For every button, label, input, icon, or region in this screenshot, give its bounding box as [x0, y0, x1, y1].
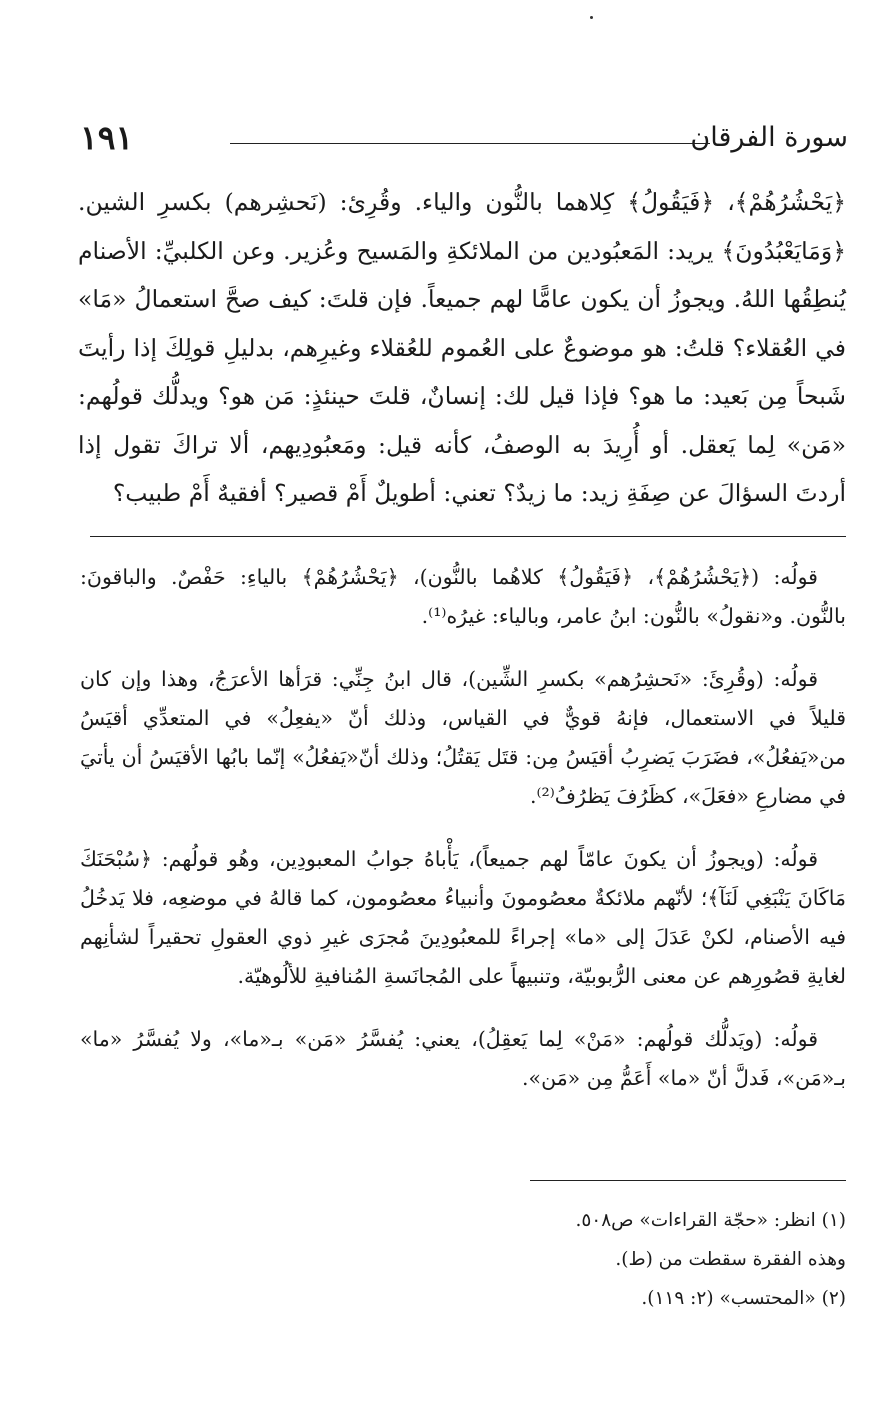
section-separator: [90, 536, 846, 537]
page-speck: [590, 16, 593, 19]
footnote: (١) انظر: «حجّة القراءات» ص٥٠٨.: [575, 1210, 846, 1231]
commentary-paragraph: قولُه: (وقُرِئَ: «نَحشِرُهم» بكسرِ الشِّين)، قال ابنُ جِنِّي: قرَأها الأعرَجُ، وهذا وإن كان قليلاً في الاستعمال، فإنهُ قويٌّ في القياس، وذلك أنّ «يفعِلُ» في المتعدِّي أقيَسُ من«يَفعُلُ»، فضَرَبَ يَضرِبُ أقيَسُ مِن: قتَل يَقتُلُ؛ وذلك أنّ«يَفعُلُ» إنّما بابُها الأقيَسُ أن يأتيَ في مضارعِ «فعَلَ»، كظَرُفَ يَظرُفُ⁽²⁾.: [80, 667, 846, 808]
footnotes: [420, 1206, 846, 1323]
page-header: [80, 118, 848, 168]
commentary-paragraph: قولُه: (﴿يَحْشُرُهُمْ﴾، ﴿فَيَقُولُ﴾ كلاهُما بالنُّون)، ﴿يَحْشُرُهُمْ﴾ بالياءِ: حَفْصٌ. والباقونَ: بالنُّون. و«نقولُ» بالنُّون: ابنُ عامر، وبالياء: غيرُه⁽¹⁾.: [80, 565, 846, 628]
commentary: [80, 558, 846, 1122]
commentary-paragraph: قولُه: (ويَدلُّك قولُهم: «مَنْ» لِما يَعقِلُ)، يعني: يُفسَّرُ «مَن» بـ«ما»، ولا يُفسَّرُ «ما» بـ«مَن»، فَدلَّ أنّ «ما» أَعَمُّ مِن «مَن».: [80, 1027, 846, 1090]
footnote-rule: [530, 1180, 846, 1181]
page-number: ١٩١: [80, 118, 134, 157]
footnote: (٢) «المحتسب» (٢: ١١٩).: [641, 1288, 846, 1309]
main-paragraph: ﴿يَحْشُرُهُمْ﴾، ﴿فَيَقُولُ﴾ كِلاهما بالنُّون والياء. وقُرِئ: (نَحشِرهم) بكسرِ الشين. ﴿وَمَايَعْبُدُونَ﴾ يريد: المَعبُودين من الملائكةِ والمَسيح وعُزير. وعن الكلبيِّ: الأصنام يُنطِقُها اللهُ. ويجوزُ أن يكون عامًّا لهم جميعاً. فإن قلتَ: كيف صحَّ استعمالُ «مَا» في العُقلاء؟ قلتُ: هو موضوعٌ على العُموم للعُقلاء وغيرِهم، بدليلِ قولِكَ إذا رأيتَ شَبحاً مِن بَعيد: ما هو؟ فإذا قيل لك: إنسانٌ، قلتَ حينئذٍ: مَن هو؟ ويدلُّك قولُهم: «مَن» لِما يَعقل. أو أُرِيدَ به الوصفُ، كأنه قيل: ومَعبُودِيهم، ألا تراكَ تقول إذا أردتَ السؤالَ عن صِفَةِ زيد: ما زيدٌ؟ تعني: أطويلٌ أَمْ قصير؟ أفقيهٌ أَمْ طبيب؟: [78, 188, 846, 507]
surah-title: سورة الفرقان: [690, 122, 848, 153]
header-rule: [230, 143, 710, 144]
main-text: [78, 178, 846, 518]
commentary-paragraph: قولُه: (ويجوزُ أن يكونَ عامّاً لهم جميعاً)، يَأْباهُ جوابُ المعبودِين، وهُو قولُهم: ﴿سُبْحَنَكَ مَاكَانَ يَنْبَغِي لَنَآ﴾؛ لأنّهم ملائكةٌ معصُومونَ وأنبياءُ معصُومون، كما قالهُ في موضعِه، فلا يَدخُلُ فيه الأصنام، لكنْ عَدَلَ إلى «ما» إجراءً للمعبُودِينَ مُجرَى غيرِ ذوي العقولِ تحقيراً لشأنِهم لغايةِ قصُورِهم عن معنى الرُّبوبيّة، وتنبيهاً على المُجانَسةِ المُنافيةِ للألُوهيّة.: [80, 847, 846, 988]
footnote: وهذه الفقرة سقطت من (ط).: [615, 1249, 846, 1270]
